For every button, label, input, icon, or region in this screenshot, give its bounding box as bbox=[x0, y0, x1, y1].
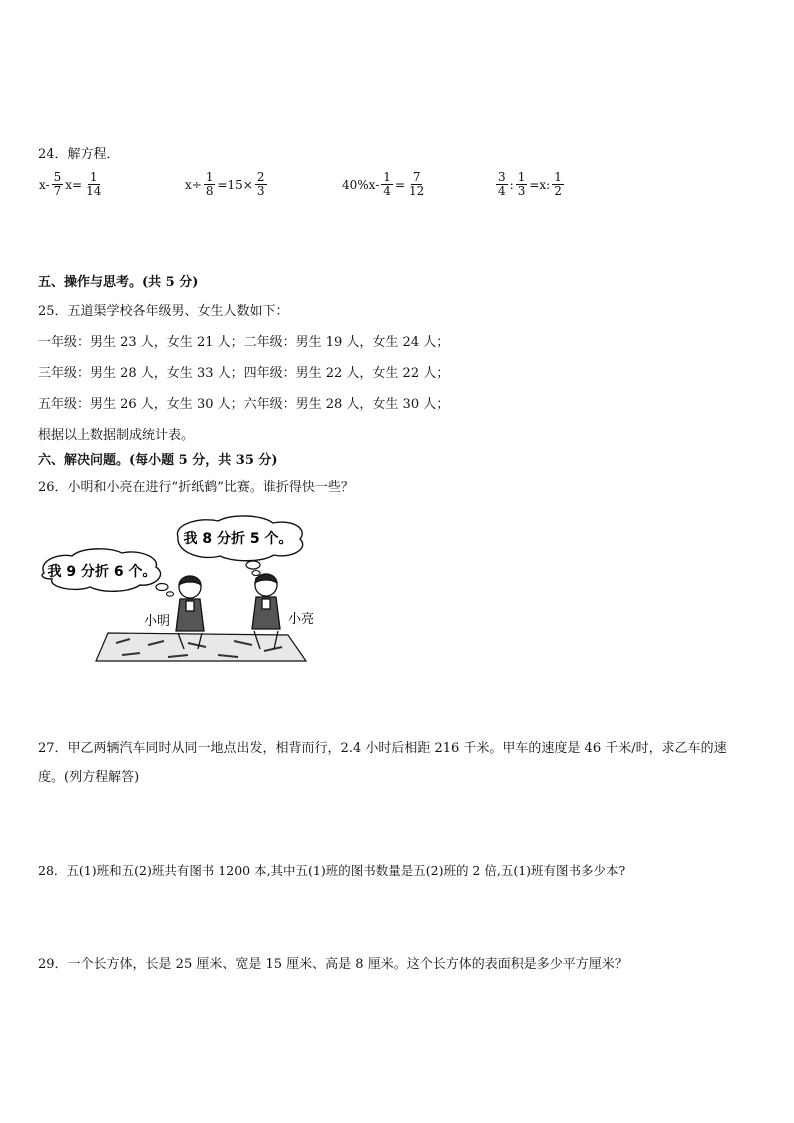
q27-line-1: 27．甲乙两辆汽车同时从同一地点出发，相背而行，2.4 小时后相距 216 千米。甲车的速度是 46 千米/时，求乙车的速 bbox=[38, 741, 727, 756]
q29-text: 29．一个长方体，长是 25 厘米、宽是 15 厘米、高是 8 厘米。这个长方体的表面积是多少平方厘米？ bbox=[38, 957, 628, 972]
eq3-fraction-1: $\frac{1}{4}$ bbox=[383, 170, 391, 198]
eq1-fraction-1: $\frac{5}{7}$ bbox=[53, 170, 62, 198]
eq4-term-c: =x: bbox=[529, 177, 551, 192]
equation-2 bbox=[184, 171, 268, 198]
q26-text: 26．小明和小亮在进行“折纸鹤”比赛。谁折得快一些？ bbox=[38, 480, 354, 495]
section-6-title: 六、解决问题。(每小题 5 分，共 35 分) bbox=[38, 453, 278, 468]
q25-line-1: 一年级：男生 23 人，女生 21 人；二年级：男生 19 人，女生 24 人； bbox=[38, 335, 450, 350]
bubble-text-left: 我 9 分折 6 个。 bbox=[47, 564, 157, 580]
eq4-fraction-2: $\frac{1}{3}$ bbox=[517, 170, 526, 198]
equation-4 bbox=[495, 171, 565, 198]
eq4-fraction-1: $\frac{3}{4}$ bbox=[498, 170, 506, 198]
q24-title: 24．解方程． bbox=[38, 147, 120, 162]
q28-text: 28．五(1)班和五(2)班共有图书 1200 本,其中五(1)班的图书数量是五(2)班的 2 倍,五(1)班有图书多少本? bbox=[38, 863, 626, 878]
eq2-term-b: =15× bbox=[217, 177, 253, 192]
eq1-term-a: x- bbox=[39, 177, 50, 192]
eq1-fraction-2: $\frac{1}{14}$ bbox=[86, 170, 102, 198]
eq3-term-b: = bbox=[394, 177, 405, 192]
equation-1 bbox=[38, 171, 104, 198]
origami-contest-illustration bbox=[38, 515, 338, 665]
eq4-term-b: : bbox=[509, 177, 514, 192]
eq2-fraction-1: $\frac{1}{8}$ bbox=[205, 170, 214, 198]
eq2-fraction-2: $\frac{2}{3}$ bbox=[256, 170, 265, 198]
name-xiaoming: 小明 bbox=[144, 614, 171, 629]
eq1-term-b: x= bbox=[65, 177, 83, 192]
q25-line-2: 三年级：男生 28 人，女生 33 人；四年级：男生 22 人，女生 22 人； bbox=[38, 366, 450, 381]
bubble-text-right: 我 8 分折 5 个。 bbox=[183, 531, 293, 547]
q25-intro: 25．五道渠学校各年级男、女生人数如下： bbox=[38, 304, 289, 319]
name-xiaoliang: 小亮 bbox=[288, 612, 315, 627]
eq4-fraction-3: $\frac{1}{2}$ bbox=[554, 170, 562, 198]
q25-outro: 根据以上数据制成统计表。 bbox=[38, 428, 195, 443]
q25-line-3: 五年级：男生 26 人，女生 30 人；六年级：男生 28 人，女生 30 人； bbox=[38, 397, 450, 412]
section-5-title: 五、操作与思考。(共 5 分) bbox=[38, 275, 199, 290]
q27-line-2: 度。(列方程解答) bbox=[38, 770, 140, 785]
eq2-term-a: x÷ bbox=[185, 177, 202, 192]
eq3-fraction-2: $\frac{7}{12}$ bbox=[409, 170, 425, 198]
eq3-term-a: 40%x- bbox=[342, 177, 380, 192]
equation-3 bbox=[341, 171, 427, 198]
